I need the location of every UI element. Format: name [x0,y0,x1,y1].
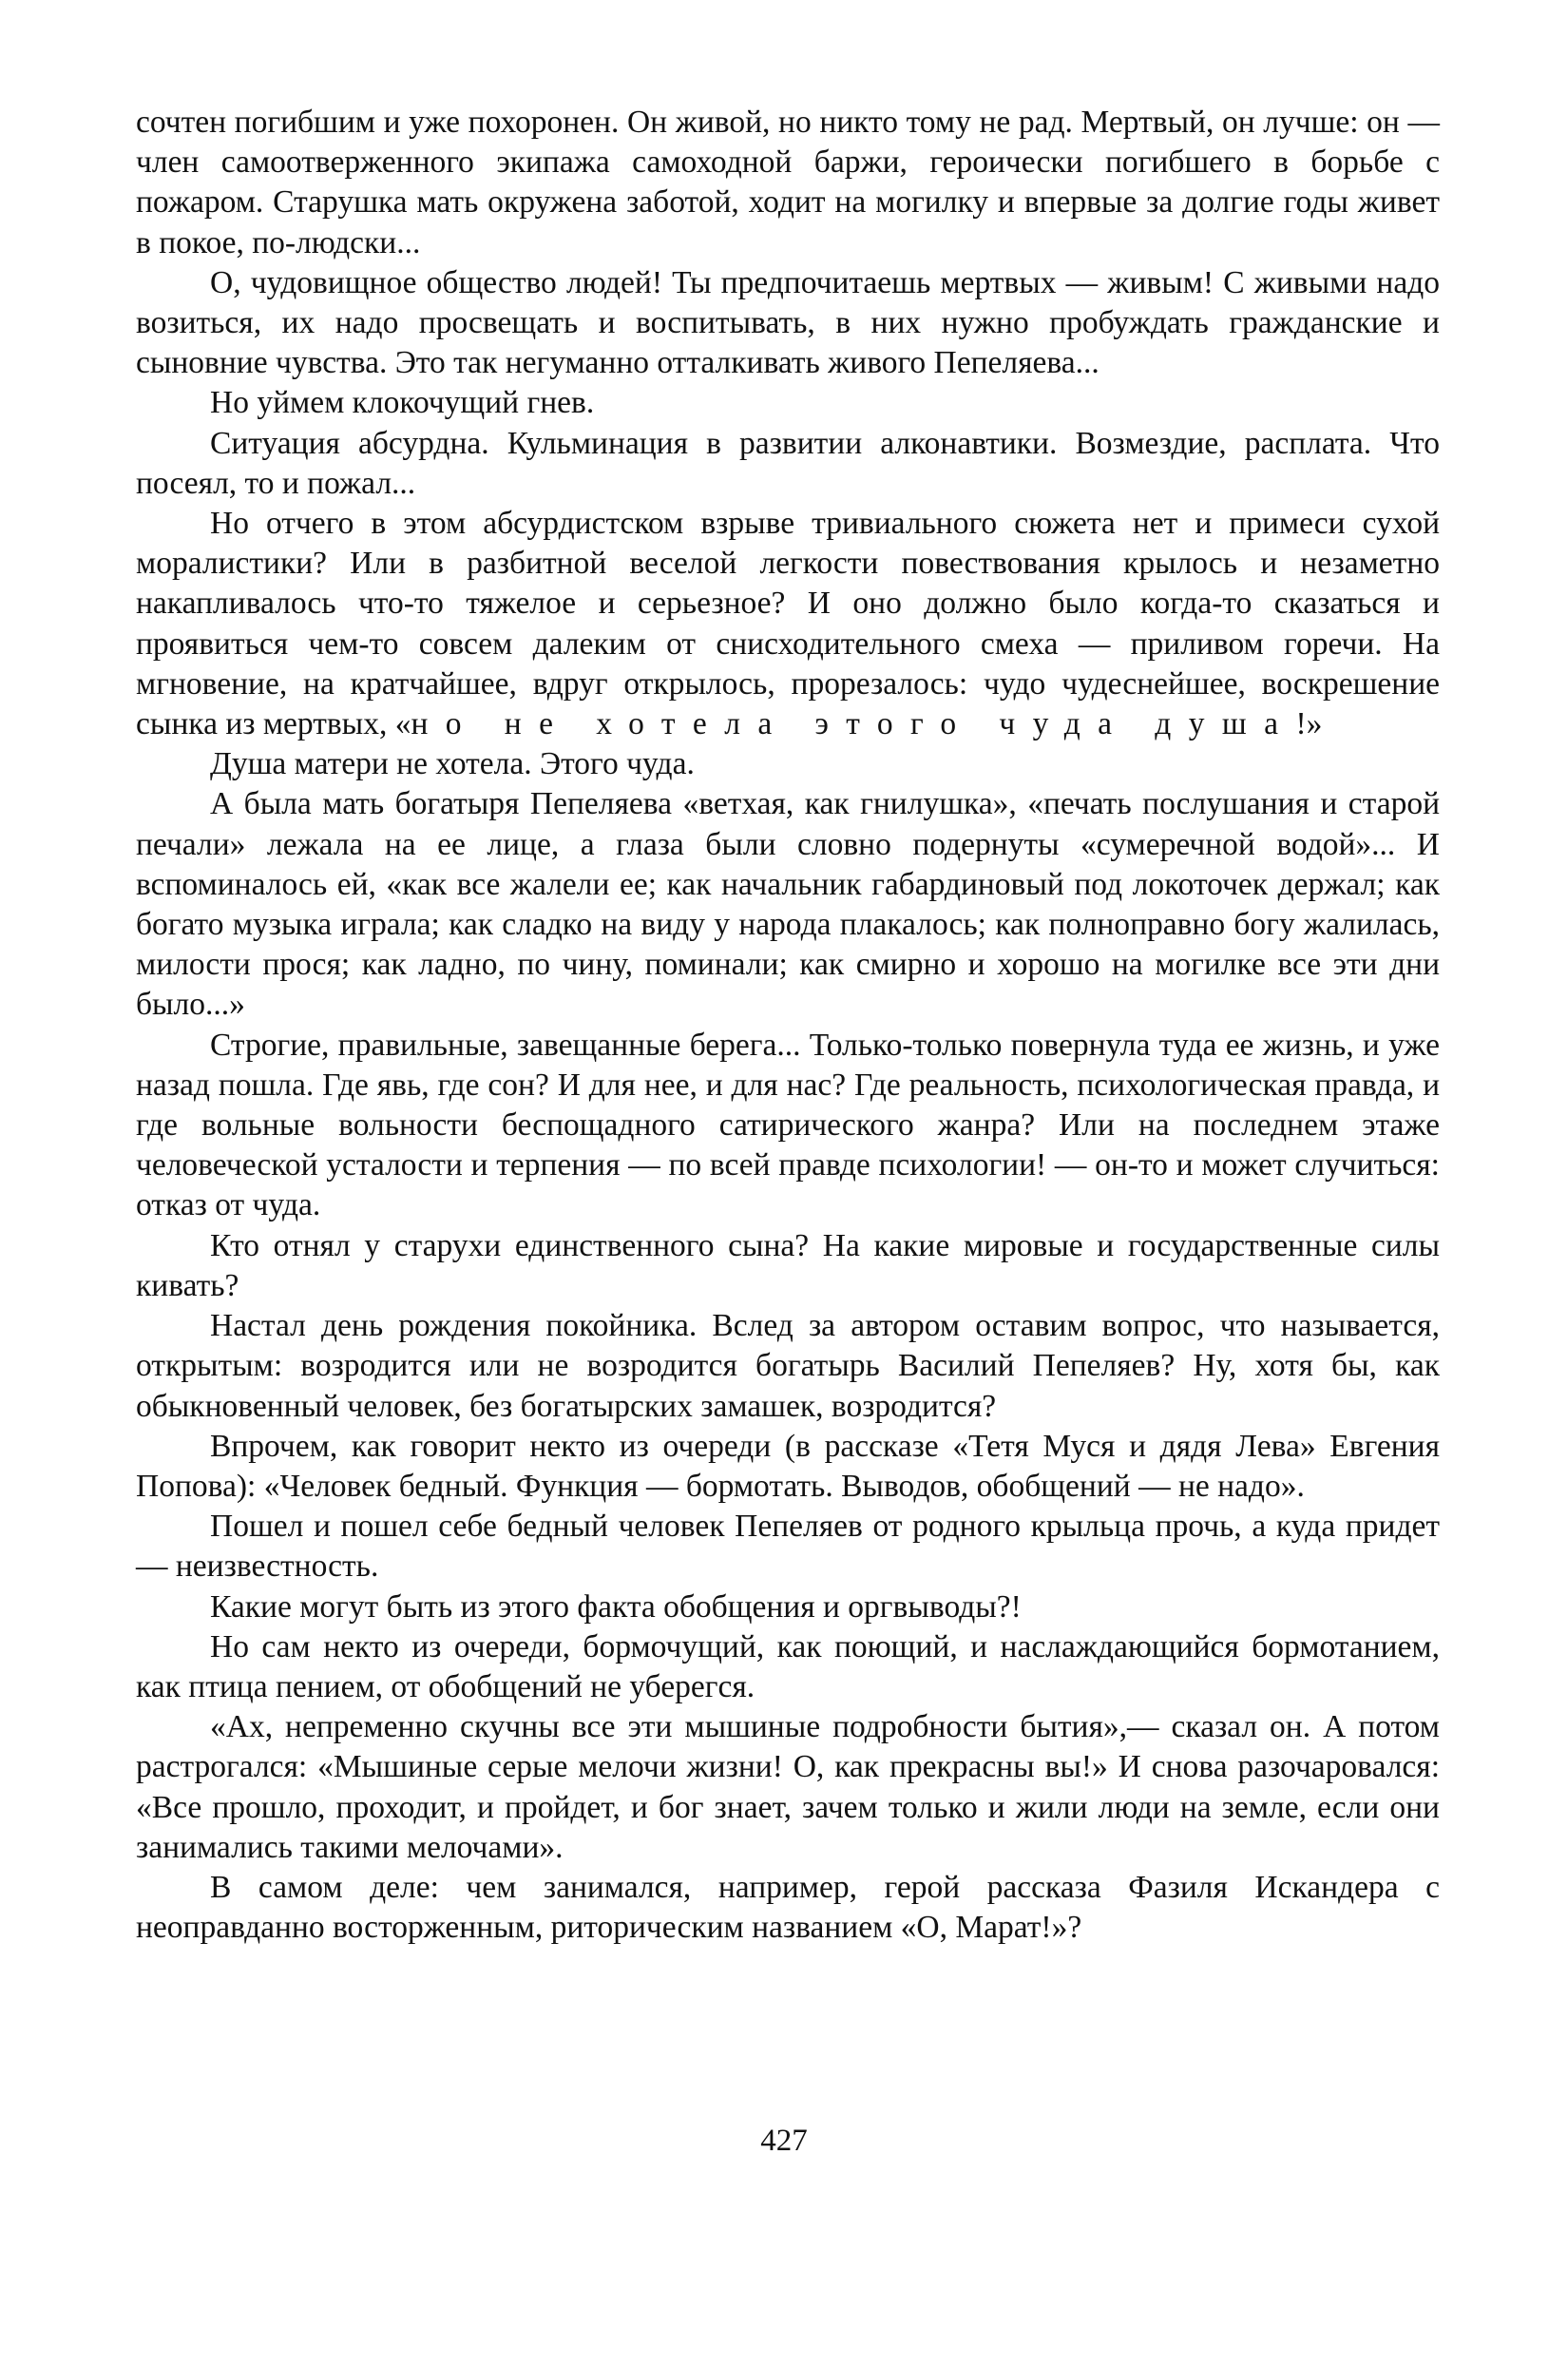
spaced-quote: но не хотела этого чуда душа [411,706,1296,742]
paragraph: Но сам некто из очереди, бормочущий, как поющий, и наслаждающийся бормотанием, как птица пением, от обобщений не уберегся. [136,1628,1440,1704]
quote-close: !» [1295,706,1323,742]
page-text-column [136,103,1440,1948]
paragraph: А была мать богатыря Пепеляева «ветхая, как гнилушка», «печать послушания и старой печали» лежала на ее лице, а глаза были словно подернуты «сумеречной водой»... И вспоминалось ей, «как все жалели ее; как начальник габардиновый под локоточек держал; как богато музыка играла; как сладко на виду у народа плакалось; как полноправно богу жалилась, милости прося; как ладно, по чину, поминали; как смирно и хорошо на могилке все эти дни было...» [136,786,1440,1023]
paragraph: Настал день рождения покойника. Вслед за автором оставим вопрос, что называется, открытым: возродится или не возродится богатырь Василий Пепеляев? Ну, хотя бы, как обыкновенный человек, без богатырских замашек, возродится? [136,1308,1440,1424]
paragraph: В самом деле: чем занимался, например, герой рассказа Фазиля Искандера с неоправданно восторженным, риторическим названием «О, Марат!»? [136,1869,1440,1946]
paragraph: Кто отнял у старухи единственного сына? На какие мировые и государственные силы кивать? [136,1227,1440,1303]
paragraph: сочтен погибшим и уже похоронен. Он живой, но никто тому не рад. Мертвый, он лучше: он — член самоотверженного экипажа самоходной баржи, героически погибшего в борьбе с пожаром. Старушка мать окружена заботой, ходит на могилку и впервые за долгие годы живет в покое, по-людски... [136,105,1440,260]
paragraph-with-spaced-quote [136,504,1440,744]
paragraph: Но уймем клокочущий гнев. [210,385,595,421]
paragraph: Строгие, правильные, завещанные берега... Только-только повернула туда ее жизнь, и уже назад пошла. Где явь, где сон? И для нее, и для нас? Где реальность, психологическая правда, и где вольные вольности беспощадного сатирического жанра? Или на последнем этаже человеческой усталости и терпения — по всей правде психологии! — он-то и может случиться: отказ от чуда. [136,1027,1440,1223]
paragraph: Ситуация абсурдна. Кульминация в развитии алконавтики. Возмездие, расплата. Что посеял, то и пожал... [136,425,1440,501]
page-number: 427 [760,2124,808,2158]
paragraph-text: Но отчего в этом абсурдистском взрыве тривиального сюжета нет и примеси сухой моралистики? Или в разбитной веселой легкости повествования крылось и незаметно накапливалось что-то тяжелое и серьезное? И оно должно было когда-то сказаться и проявиться чем-то совсем далеким от снисходительного смеха — приливом горечи. На мгновение, на кратчайшее, вдруг открылось, прорезалось: чудо чудеснейшее, воскрешение сынка из мертвых, « [136,506,1440,742]
paragraph: О, чудовищное общество людей! Ты предпочитаешь мертвых — живым! С живыми надо возиться, их надо просвещать и воспитывать, в них нужно пробуждать гражданские и сыновние чувства. Это так негуманно отталкивать живого Пепеляева... [136,264,1440,381]
paragraph: «Ах, непременно скучны все эти мышиные подробности бытия»,— сказал он. А потом растрогался: «Мышиные серые мелочи жизни! О, как прекрасны вы!» И снова разочаровался: «Все прошло, проходит, и пройдет, и бог знает, зачем только и жили люди на земле, если они занимались такими мелочами». [136,1709,1440,1865]
paragraph: Впрочем, как говорит некто из очереди (в рассказе «Тетя Муся и дядя Лева» Евгения Попова): «Человек бедный. Функция — бормотать. Выводов, обобщений — не надо». [136,1428,1440,1504]
paragraph: Душа матери не хотела. Этого чуда. [210,746,695,782]
paragraph: Какие могут быть из этого факта обобщения и оргвыводы?! [210,1588,1022,1625]
paragraph: Пошел и пошел себе бедный человек Пепеляев от родного крыльца прочь, а куда придет — неизвестность. [136,1509,1440,1585]
